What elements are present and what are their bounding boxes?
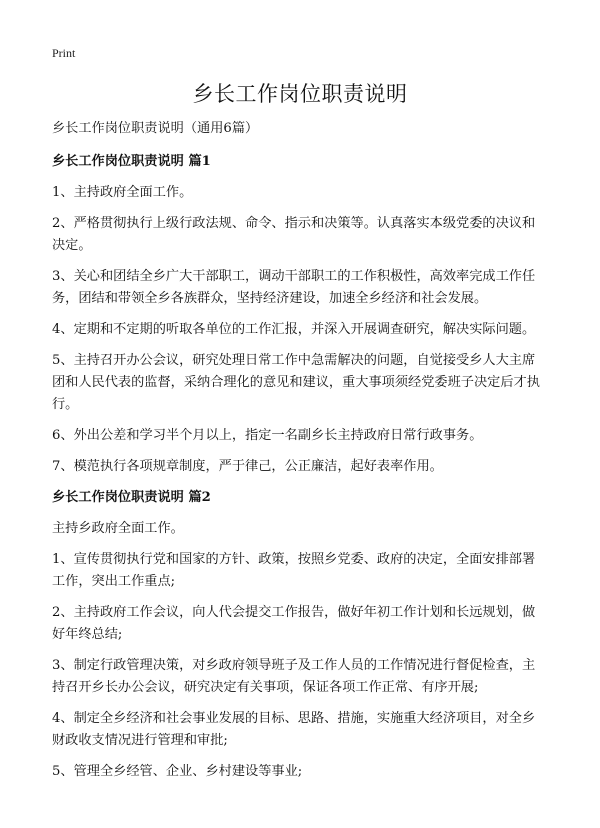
print-link[interactable]: Print — [52, 46, 76, 60]
section1-item: 4、定期和不定期的听取各单位的工作汇报，并深入开展调查研究，解决实际问题。 — [52, 322, 536, 337]
document-subtitle: 乡长工作岗位职责说明（通用6篇） — [52, 121, 259, 136]
section-heading-2: 乡长工作岗位职责说明 篇2 — [52, 490, 211, 505]
section1-item: 7、模范执行各项规章制度，严于律己，公正廉洁，起好表率作用。 — [52, 459, 443, 474]
section1-item: 1、主持政府全面工作。 — [52, 185, 193, 200]
section2-item: 5、管理全乡经管、企业、乡村建设等事业; — [52, 764, 303, 779]
section2-intro: 主持乡政府全面工作。 — [52, 521, 184, 536]
section1-item: 6、外出公差和学习半个月以上，指定一名副乡长主持政府日常行政事务。 — [52, 428, 483, 443]
section-heading-1: 乡长工作岗位职责说明 篇1 — [52, 154, 211, 169]
section2-item: 4、制定全乡经济和社会事业发展的目标、思路、措施，实施重大经济项目，对全乡财政收支情况进行管理和审批; — [52, 711, 536, 748]
document-body — [52, 118, 548, 792]
section2-item: 3、制定行政管理决策，对乡政府领导班子及工作人员的工作情况进行督促检查，主持召开乡长办公会议，研究决定有关事项，保证各项工作正常、有序开展; — [52, 658, 536, 695]
section2-item: 2、主持政府工作会议，向人代会提交工作报告，做好年初工作计划和长远规划，做好年终总结; — [52, 605, 536, 642]
section1-item: 5、主持召开办公会议，研究处理日常工作中急需解决的问题，自觉接受乡人大主席团和人民代表的监督，采纳合理化的意见和建议，重大事项须经党委班子决定后才执行。 — [52, 353, 540, 412]
section1-item: 3、关心和团结全乡广大干部职工，调动干部职工的工作积极性，高效率完成工作任务，团结和带领全乡各族群众，坚持经济建设，加速全乡经济和社会发展。 — [52, 269, 536, 306]
section2-item: 1、宣传贯彻执行党和国家的方针、政策，按照乡党委、政府的决定，全面安排部署工作，突出工作重点; — [52, 552, 536, 589]
page-title: 乡长工作岗位职责说明 — [192, 82, 408, 106]
section1-item: 2、严格贯彻执行上级行政法规、命令、指示和决策等。认真落实本级党委的决议和决定。 — [52, 216, 536, 253]
